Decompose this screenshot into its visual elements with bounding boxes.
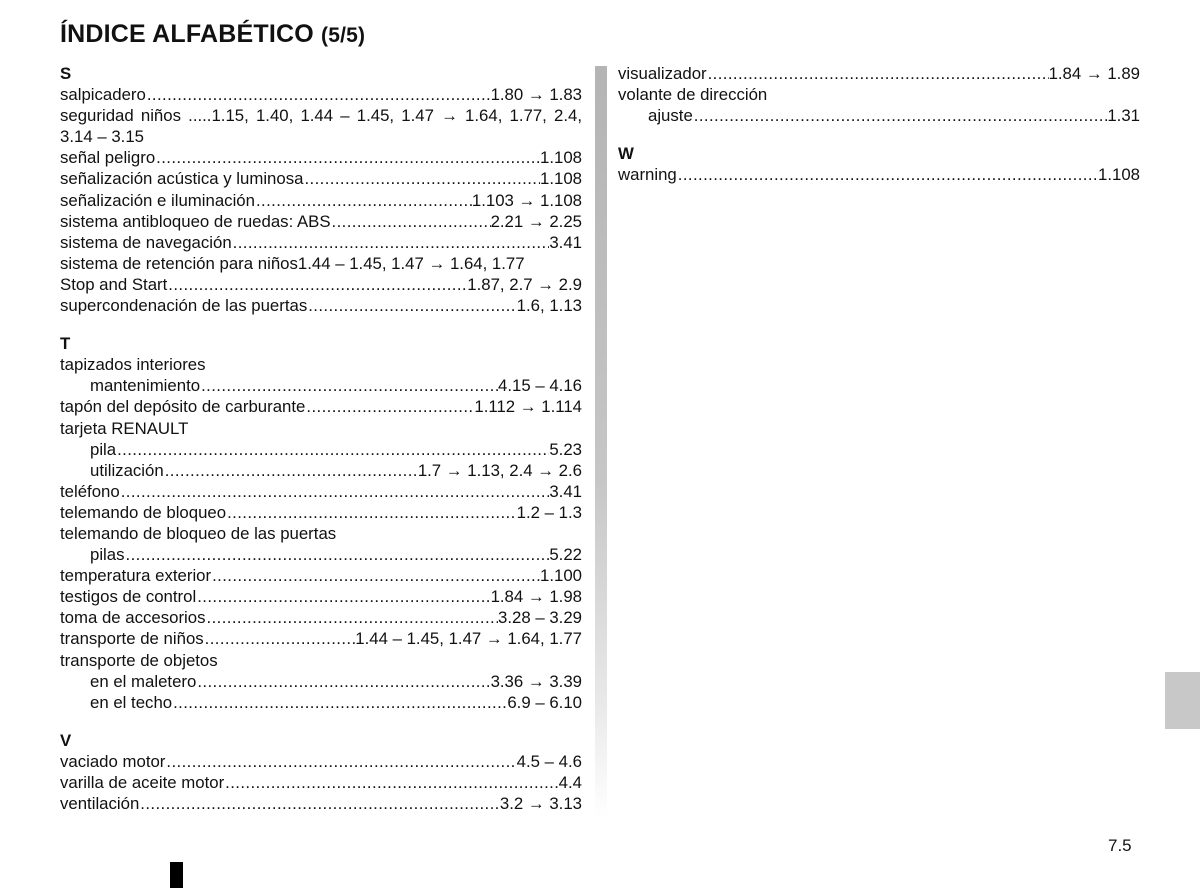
- leader-dots: [211, 565, 540, 586]
- index-entry: [60, 607, 582, 628]
- entry-label: supercondenación de las puertas: [60, 296, 308, 316]
- index-heading: tapizados interiores: [60, 355, 206, 375]
- index-heading: telemando de bloqueo de las puertas: [60, 523, 337, 543]
- entry-label: ventilación: [60, 794, 140, 814]
- index-column-right: [618, 63, 1140, 185]
- leader-dots: [693, 105, 1108, 126]
- index-entry: [60, 628, 582, 649]
- leader-dots: [167, 274, 467, 295]
- leader-dots: [677, 164, 1098, 185]
- entry-pages: 1.80 → 1.83: [490, 85, 582, 105]
- index-sub-entry: [60, 671, 582, 692]
- leader-dots: [307, 295, 516, 316]
- index-entry: [60, 793, 582, 814]
- entry-pages: 1.84 → 1.98: [490, 587, 582, 607]
- entry-label: señalización e iluminación: [60, 190, 255, 210]
- section-gap: [60, 316, 582, 333]
- entry-label: Stop and Start: [60, 274, 168, 294]
- entry-label: varilla de aceite motor: [60, 773, 225, 792]
- leader-dots: [305, 396, 474, 417]
- entry-pages: 5.22: [549, 545, 582, 565]
- entry-label: utilización: [90, 460, 164, 480]
- leader-dots: [303, 168, 540, 189]
- index-heading: tarjeta RENAULT: [60, 418, 189, 438]
- leader-dots: [331, 211, 491, 232]
- index-entry: [60, 481, 582, 502]
- entry-label: en el techo: [90, 692, 173, 712]
- entry-label: toma de accesorios: [60, 608, 206, 628]
- entry-label: mantenimiento: [90, 376, 201, 396]
- index-entry: [60, 565, 582, 586]
- index-entry: [60, 84, 582, 105]
- leader-dots: [255, 190, 472, 211]
- index-column-left: [60, 63, 582, 814]
- entry-pages: 6.9 – 6.10: [507, 692, 582, 712]
- section-letter-s: S: [60, 64, 72, 83]
- section-letter-v: V: [60, 730, 72, 750]
- leader-dots: [224, 772, 558, 793]
- leader-dots: [204, 628, 356, 649]
- section-thumb-tab: [1165, 672, 1200, 729]
- index-entry: [618, 164, 1140, 185]
- entry-label: teléfono: [60, 481, 120, 501]
- index-entry: [60, 147, 582, 168]
- entry-pages: 1.31: [1107, 106, 1140, 126]
- index-sub-entry: [60, 439, 582, 460]
- index-heading: volante de dirección: [618, 85, 768, 105]
- entry-pages: 1.108: [1098, 165, 1140, 185]
- entry-pages: 1.108: [540, 169, 582, 189]
- entry-pages: 1.44 – 1.45, 1.47 → 1.64, 1.77: [355, 629, 582, 649]
- index-sub-entry: [618, 105, 1140, 126]
- column-divider: [595, 66, 607, 818]
- entry-label: warning: [618, 165, 677, 185]
- entry-label: ajuste: [648, 106, 693, 126]
- entry-label: tapón del depósito de carburante: [60, 397, 306, 417]
- entry-pages: 2.21 → 2.25: [490, 211, 582, 231]
- index-sub-entry: [60, 375, 582, 396]
- index-entry: [60, 211, 582, 232]
- entry-label: sistema antibloqueo de ruedas: ABS: [60, 211, 331, 231]
- page-title: [60, 20, 365, 49]
- entry-pages: 3.2 → 3.13: [499, 794, 582, 814]
- entry-pages: 3.41: [549, 232, 582, 252]
- leader-dots: [165, 751, 516, 772]
- entry-label: en el maletero: [90, 671, 197, 691]
- leader-dots: [206, 607, 499, 628]
- entry-pages: 1.112 → 1.114: [474, 397, 582, 417]
- entry-pages: 1.7 → 1.13, 2.4 → 2.6: [417, 460, 582, 480]
- entry-label: pilas: [90, 545, 125, 565]
- index-entry: [60, 232, 582, 253]
- section-gap: [60, 713, 582, 730]
- entry-label: temperatura exterior: [60, 566, 212, 586]
- leader-dots: [155, 147, 540, 168]
- entry-pages: 1.2 – 1.3: [516, 502, 582, 522]
- entry-pages: 4.5 – 4.6: [516, 751, 582, 771]
- page-title-part: (5/5): [321, 24, 366, 47]
- entry-pages: 3.28 – 3.29: [498, 608, 582, 628]
- index-entry: [60, 274, 582, 295]
- index-entry: [60, 168, 582, 189]
- section-gap: [618, 126, 1140, 143]
- entry-label: vaciado motor: [60, 751, 166, 771]
- entry-label: sistema de retención para niños: [60, 253, 298, 273]
- index-sub-entry: [60, 460, 582, 481]
- entry-pages: 5.23: [549, 439, 582, 459]
- section-letter-w: W: [618, 144, 634, 164]
- entry-pages: 4.4: [558, 773, 582, 792]
- section-letter-t: T: [60, 334, 71, 354]
- leader-dots: [200, 375, 498, 396]
- entry-label: salpicadero: [60, 85, 146, 105]
- index-entry: [60, 751, 582, 772]
- leader-dots: [120, 481, 550, 502]
- index-entry: [60, 502, 582, 523]
- entry-label: visualizador: [618, 64, 707, 83]
- leader-dots: [226, 502, 517, 523]
- index-entry: [60, 396, 582, 417]
- leader-dots: [116, 439, 549, 460]
- entry-pages: 1.6, 1.13: [516, 296, 582, 316]
- leader-dots: [146, 84, 491, 105]
- entry-label: transporte de niños: [60, 629, 204, 649]
- page-number: 7.5: [1108, 836, 1132, 855]
- entry-text: seguridad niños .....1.15, 1.40, 1.44 – 1.45, 1.47 → 1.64, 1.77, 2.4, 3.14 – 3.15: [60, 106, 582, 147]
- index-entry: [618, 63, 1140, 84]
- leader-dots: [196, 671, 490, 692]
- page-title-main: ÍNDICE ALFABÉTICO: [60, 20, 314, 48]
- entry-pages: 1.103 → 1.108: [471, 190, 582, 210]
- index-sub-entry: [60, 692, 582, 713]
- entry-pages: 4.15 – 4.16: [498, 376, 582, 396]
- entry-pages: 1.108: [540, 148, 582, 168]
- leader-dots: [125, 544, 550, 565]
- leader-dots: [232, 232, 550, 253]
- entry-pages: 1.84 → 1.89: [1048, 64, 1140, 83]
- entry-label: señalización acústica y luminosa: [60, 169, 304, 189]
- leader-dots: [172, 692, 507, 713]
- entry-label: testigos de control: [60, 587, 197, 607]
- index-entry: [60, 105, 582, 147]
- leader-dots: [139, 793, 500, 814]
- entry-label: señal peligro: [60, 148, 156, 168]
- leader-dots: [196, 586, 490, 607]
- entry-pages: 3.41: [549, 481, 582, 501]
- entry-pages: 1.100: [540, 566, 582, 586]
- print-crop-mark: [170, 862, 183, 888]
- index-entry: [60, 190, 582, 211]
- index-entry: [60, 586, 582, 607]
- entry-pages: 1.87, 2.7 → 2.9: [467, 274, 582, 294]
- entry-label: telemando de bloqueo: [60, 502, 227, 522]
- index-heading: transporte de objetos: [60, 650, 218, 670]
- leader-dots: [164, 460, 418, 481]
- index-sub-entry: [60, 544, 582, 565]
- index-entry: [60, 295, 582, 316]
- entry-pages: 1.44 – 1.45, 1.47 → 1.64, 1.77: [297, 253, 525, 273]
- entry-pages: 3.36 → 3.39: [490, 671, 582, 691]
- entry-label: pila: [90, 439, 117, 459]
- index-entry: [60, 253, 582, 274]
- index-entry: [60, 772, 582, 793]
- leader-dots: [707, 63, 1049, 84]
- entry-label: sistema de navegación: [60, 232, 232, 252]
